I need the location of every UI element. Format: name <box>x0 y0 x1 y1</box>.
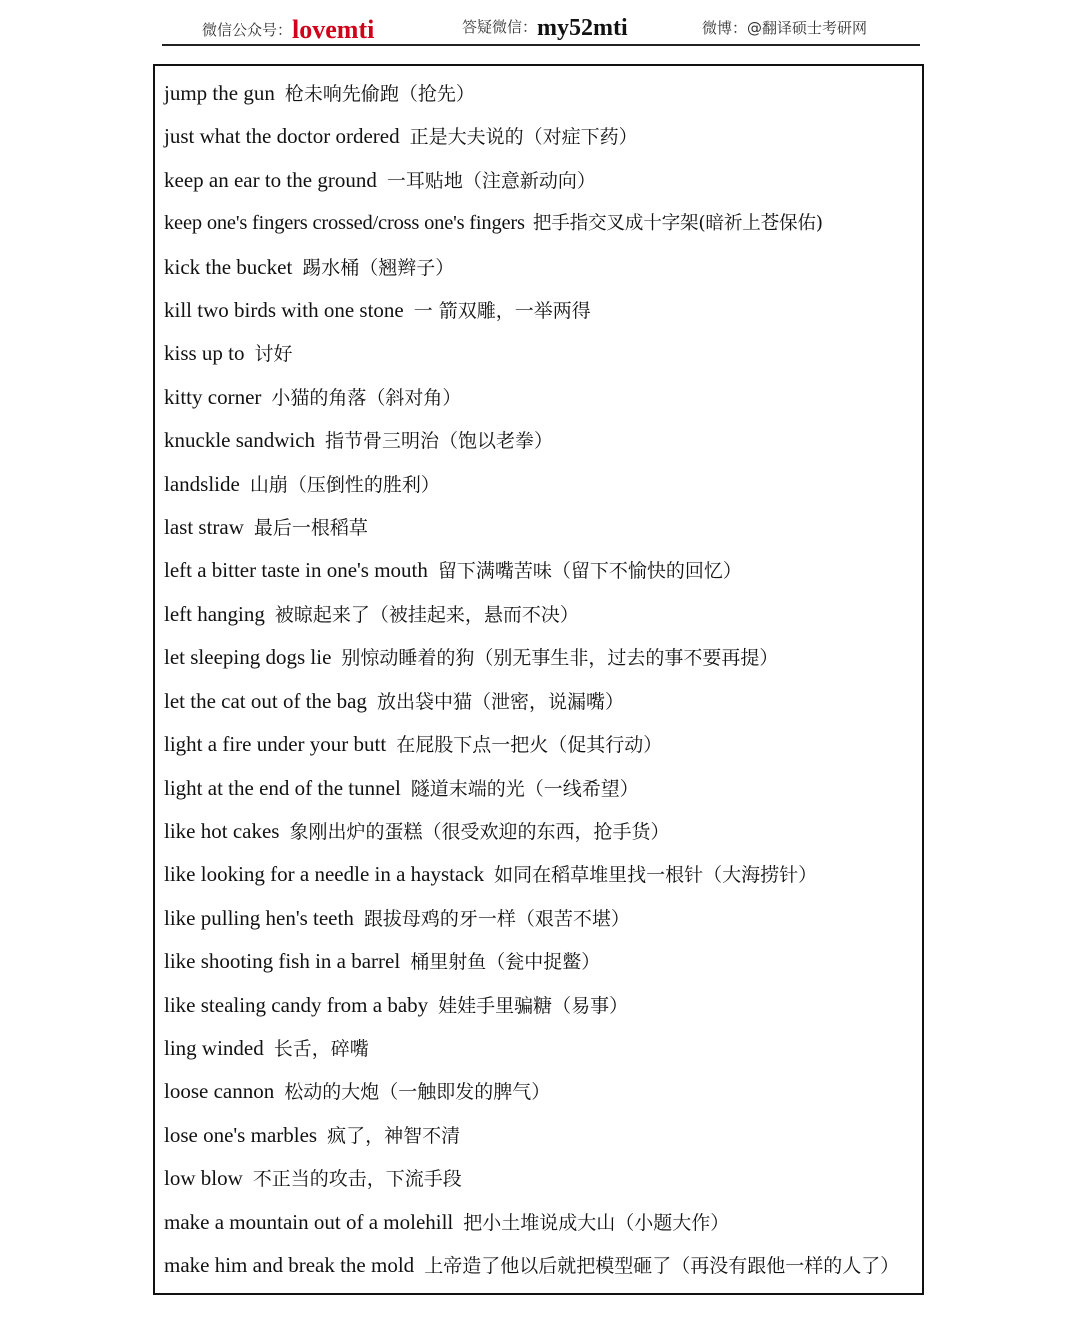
weibo-value: @翻译硕士考研网 <box>747 19 868 37</box>
idiom-chinese: 枪未响先偷跑（抢先） <box>284 83 475 105</box>
idiom-english: low blow <box>164 1166 243 1191</box>
qa-wechat <box>462 15 628 42</box>
idiom-chinese: 长舌，碎嘴 <box>273 1037 369 1060</box>
idiom-chinese: 踢水桶（翘辫子） <box>302 256 455 279</box>
idiom-english: let the cat out of the bag <box>164 688 367 713</box>
idiom-chinese: 正是大夫说的（对症下药） <box>409 126 638 149</box>
idiom-english: make a mountain out of a molehill <box>164 1209 454 1234</box>
idiom-chinese: 桶里射鱼（瓮中捉鳖） <box>410 951 601 974</box>
idiom-entry <box>164 549 924 592</box>
idiom-entry <box>164 289 924 332</box>
idiom-entry <box>164 1114 924 1157</box>
idiom-chinese: 不正当的攻击，下流手段 <box>252 1168 462 1191</box>
idiom-english: light at the end of the tunnel <box>164 775 401 800</box>
idiom-entry <box>164 506 924 549</box>
idiom-english: keep one's fingers crossed/cross one's fingers <box>164 212 525 235</box>
idiom-entry <box>164 246 924 289</box>
idiom-english: landslide <box>164 471 240 496</box>
idiom-entry <box>164 767 924 810</box>
idiom-entry <box>164 376 924 419</box>
idiom-entry <box>164 853 924 896</box>
idiom-chinese: 疯了，神智不清 <box>327 1124 461 1147</box>
idiom-entry <box>164 680 924 723</box>
wechat-account-label: 微信公众号： <box>202 21 293 39</box>
idiom-english: left a bitter taste in one's mouth <box>164 558 428 583</box>
idiom-entry <box>164 1070 924 1113</box>
idiom-entry <box>164 810 924 853</box>
idiom-entry <box>164 1027 924 1070</box>
idiom-english: like shooting fish in a barrel <box>164 949 401 974</box>
idiom-entry <box>164 984 924 1027</box>
idiom-chinese: 如同在稻草堆里找一根针（大海捞针） <box>494 864 818 887</box>
weibo <box>702 17 867 38</box>
idiom-entry <box>164 593 924 636</box>
idiom-english: kick the bucket <box>164 254 293 279</box>
idiom-english: jump the gun <box>164 81 275 105</box>
idiom-chinese: 一 箭双雕，一举两得 <box>413 300 591 323</box>
idiom-english: loose cannon <box>164 1079 275 1104</box>
idiom-english: last straw <box>164 515 244 540</box>
idiom-chinese: 留下满嘴苦味（留下不愉快的回忆） <box>437 560 742 583</box>
idiom-entry <box>164 1244 924 1287</box>
wechat-account <box>202 15 374 45</box>
qa-wechat-label: 答疑微信： <box>462 18 538 36</box>
idiom-chinese: 小猫的角落（斜对角） <box>271 386 462 409</box>
idiom-chinese: 别惊动睡着的狗（别无事生非，过去的事不要再提） <box>341 647 779 670</box>
qa-wechat-value: my52mti <box>537 15 628 41</box>
idiom-chinese: 放出袋中猫（泄密，说漏嘴） <box>376 690 624 713</box>
wechat-account-value: lovemti <box>292 15 375 44</box>
idiom-english: knuckle sandwich <box>164 428 316 453</box>
idiom-chinese: 松动的大炮（一触即发的脾气） <box>284 1081 551 1104</box>
page-header <box>162 10 920 46</box>
idiom-english: light a fire under your butt <box>164 732 387 757</box>
idiom-chinese: 跟拔母鸡的牙一样（艰苦不堪） <box>363 907 630 930</box>
idiom-chinese: 象刚出炉的蛋糕（很受欢迎的东西，抢手货） <box>289 820 670 843</box>
idiom-entry <box>164 159 924 202</box>
idiom-english: make him and break the mold <box>164 1252 415 1277</box>
idiom-english: ling winded <box>164 1035 264 1060</box>
idiom-english: keep an ear to the ground <box>164 167 377 192</box>
idiom-chinese: 最后一根稻草 <box>253 517 368 540</box>
idiom-entry <box>164 72 924 115</box>
idiom-english: lose one's marbles <box>164 1122 318 1147</box>
idiom-english: like stealing candy from a baby <box>164 992 429 1017</box>
idiom-chinese: 把小土堆说成大山（小题大作） <box>463 1211 730 1234</box>
idiom-list-box <box>153 64 924 1295</box>
idiom-entry <box>164 115 924 158</box>
idiom-chinese: 被晾起来了（被挂起来，悬而不决） <box>274 603 579 626</box>
idiom-english: kitty corner <box>164 384 262 409</box>
idiom-entry <box>164 419 924 462</box>
idiom-english: just what the doctor ordered <box>164 124 400 149</box>
idiom-chinese: 在屁股下点一把火（促其行动） <box>396 734 663 757</box>
idiom-english: like hot cakes <box>164 818 280 843</box>
idiom-entry <box>164 636 924 679</box>
idiom-chinese: 娃娃手里骗糖（易事） <box>438 994 629 1017</box>
idiom-entry <box>164 202 924 245</box>
idiom-chinese: 一耳贴地（注意新动向） <box>386 169 596 192</box>
idiom-english: like looking for a needle in a haystack <box>164 862 485 887</box>
weibo-label: 微博： <box>702 19 748 37</box>
idiom-entry <box>164 463 924 506</box>
idiom-entry <box>164 940 924 983</box>
idiom-entry <box>164 897 924 940</box>
idiom-entry <box>164 332 924 375</box>
idiom-chinese: 把手指交叉成十字架(暗祈上苍保佑) <box>532 213 823 235</box>
idiom-english: kill two birds with one stone <box>164 298 404 323</box>
idiom-chinese: 山崩（压倒性的胜利） <box>249 473 440 496</box>
idiom-chinese: 上帝造了他以后就把模型砸了（再没有跟他一样的人了） <box>424 1254 900 1277</box>
idiom-english: let sleeping dogs lie <box>164 645 332 670</box>
idiom-chinese: 隧道末端的光（一线希望） <box>410 777 639 800</box>
idiom-english: left hanging <box>164 601 265 626</box>
idiom-chinese: 指节骨三明治（饱以老拳） <box>325 430 554 453</box>
idiom-entry <box>164 1157 924 1200</box>
idiom-english: like pulling hen's teeth <box>164 905 354 930</box>
idiom-entry <box>164 723 924 766</box>
idiom-english: kiss up to <box>164 341 245 366</box>
idiom-entry <box>164 1201 924 1244</box>
idiom-list <box>164 72 924 1287</box>
idiom-chinese: 讨好 <box>254 343 293 366</box>
